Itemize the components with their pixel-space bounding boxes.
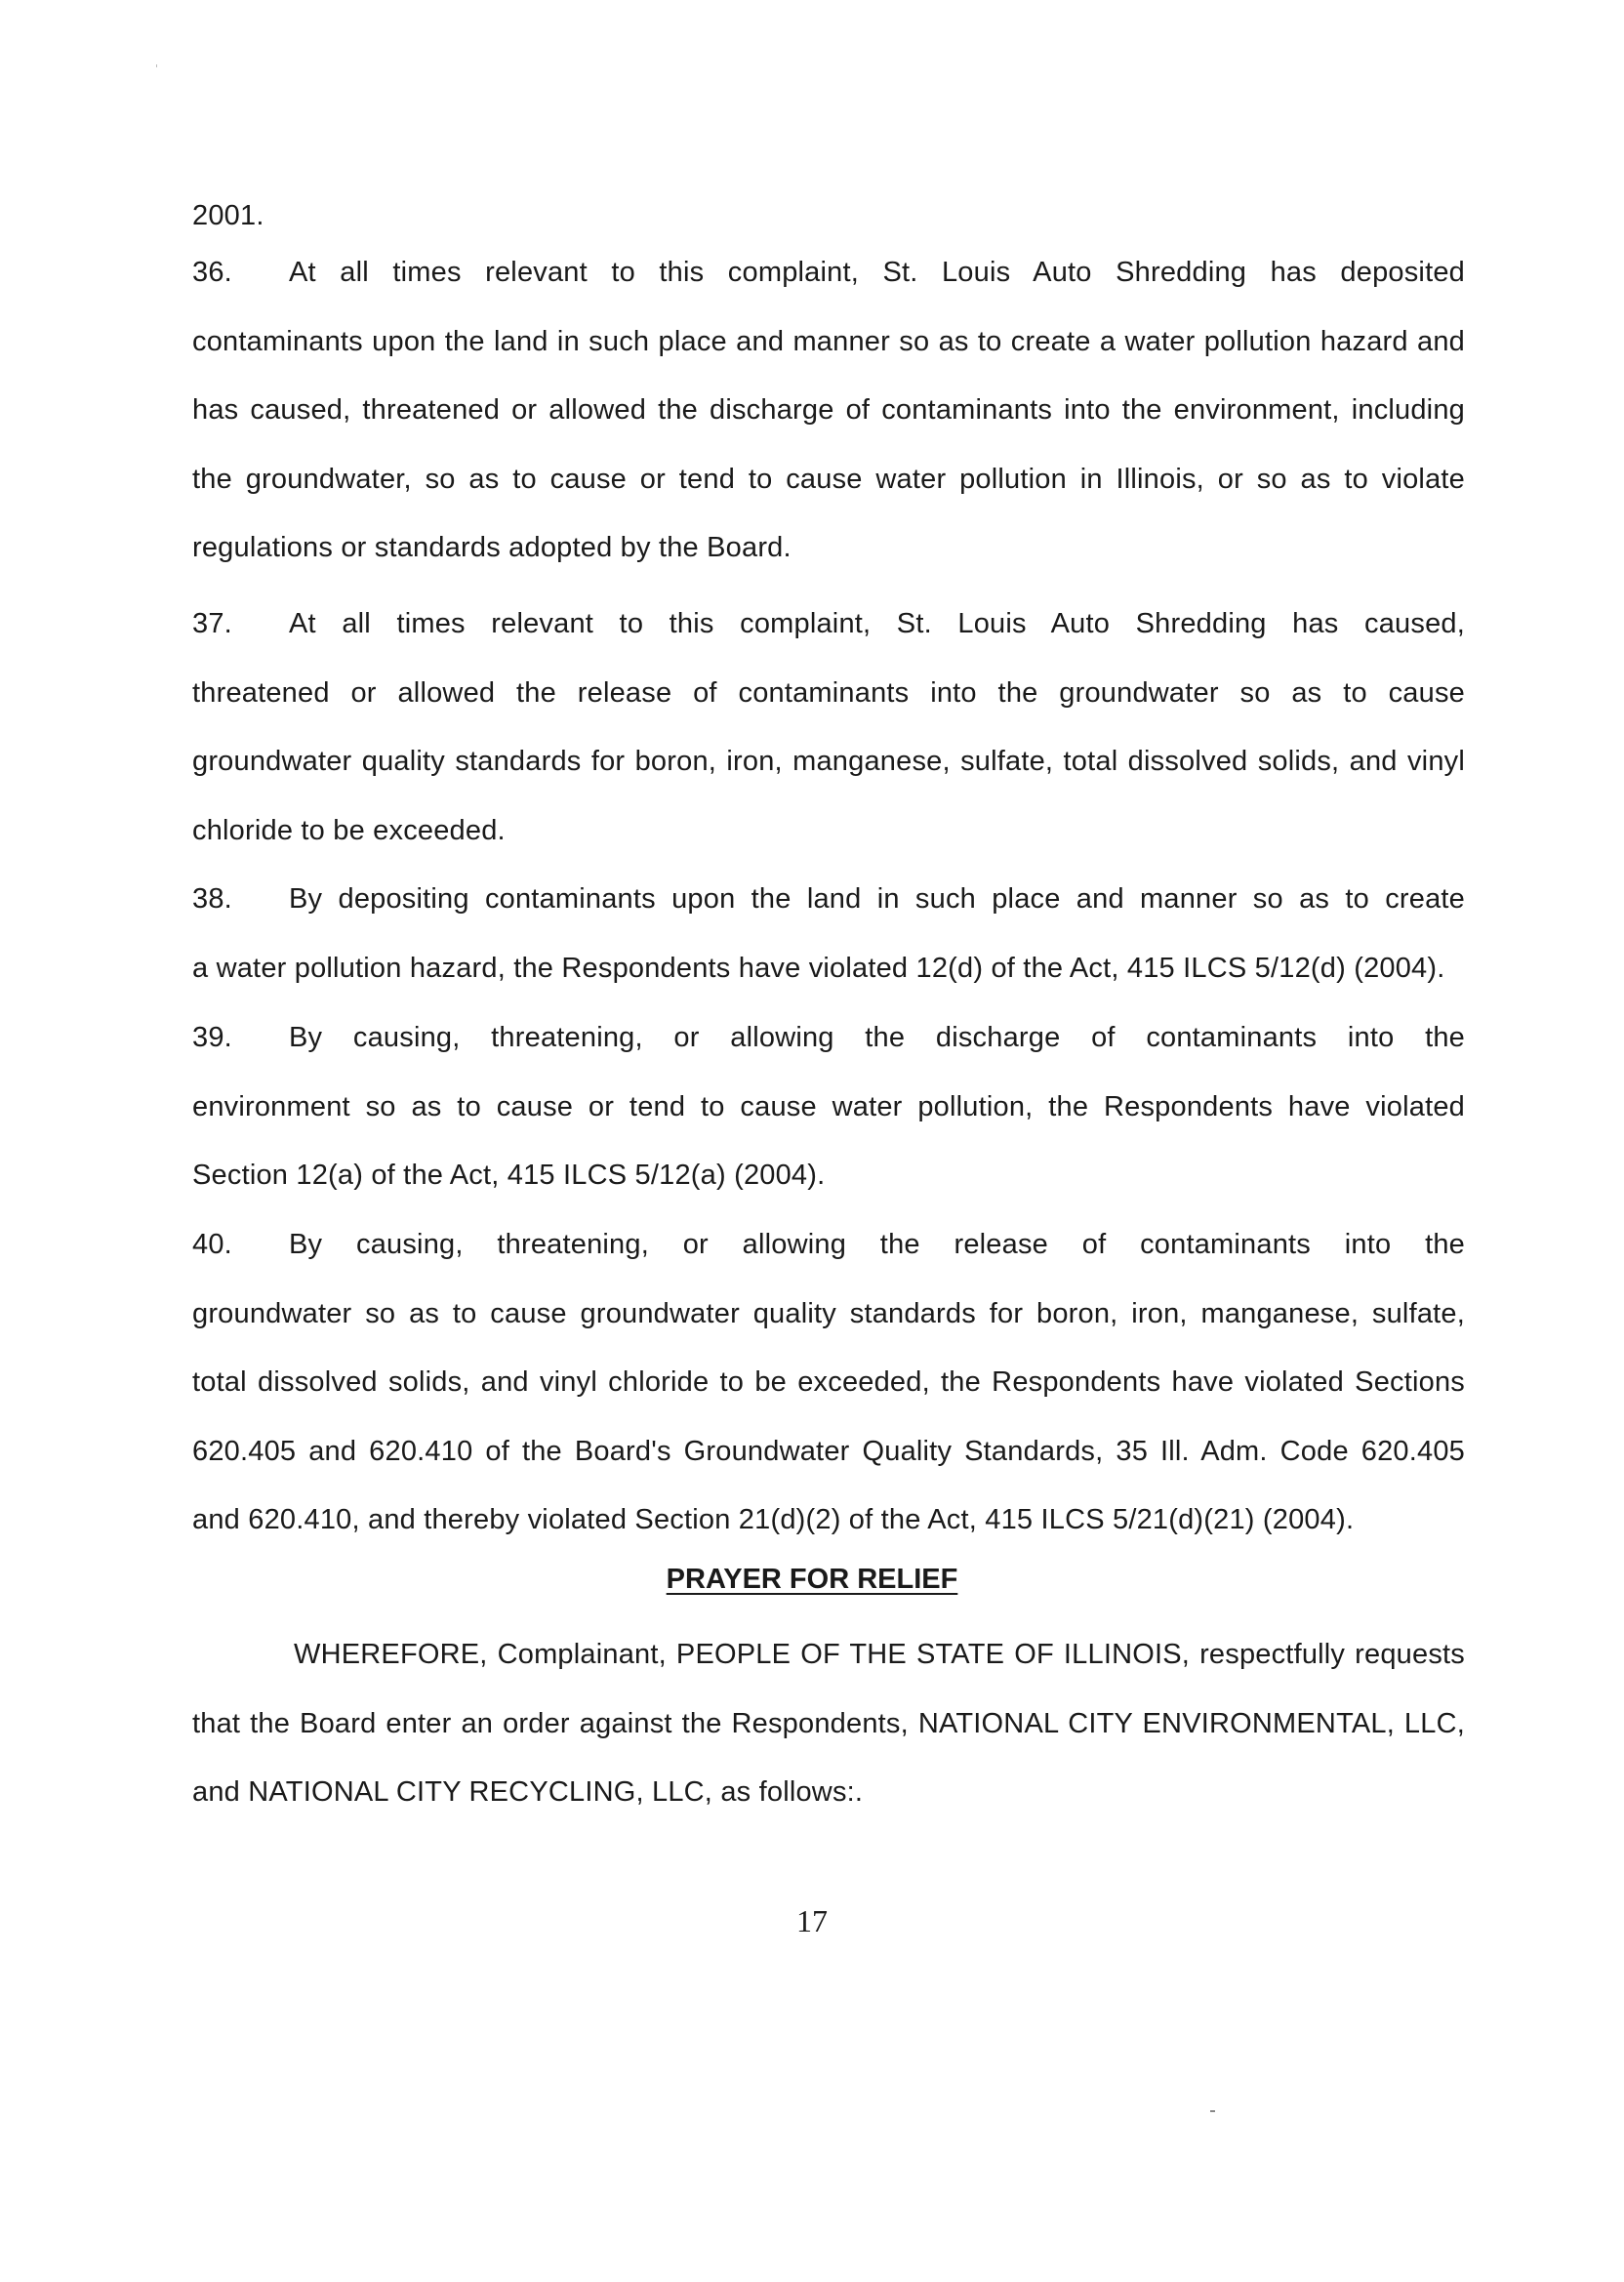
paragraph-line: groundwater quality standards for boron, iron, manganese, sulfate, total dissolved solids, and vinyl bbox=[192, 746, 1465, 777]
paragraph-line-text: At all times relevant to this complaint, St. Louis Auto Shredding has caused, bbox=[289, 608, 1465, 639]
paragraph-line bbox=[192, 1210, 1465, 1280]
paragraph-line: the groundwater, so as to cause or tend to cause water pollution in Illinois, or so as to violate bbox=[192, 463, 1465, 495]
paragraph-line: and 620.410, and thereby violated Section 21(d)(2) of the Act, 415 ILCS 5/21(d)(21) (2004). bbox=[192, 1504, 1355, 1535]
paragraph-line: contaminants upon the land in such place and manner so as to create a water pollution hazard and bbox=[192, 325, 1465, 357]
paragraph-line: groundwater so as to cause groundwater quality standards for boron, iron, manganese, sulfate, bbox=[192, 1297, 1465, 1329]
paragraph-line: a water pollution hazard, the Respondents have violated 12(d) of the Act, 415 ILCS 5/12(d) (2004). bbox=[192, 952, 1445, 984]
paragraph-line: that the Board enter an order against the Respondents, NATIONAL CITY ENVIRONMENTAL, LLC, bbox=[192, 1707, 1465, 1739]
paragraph-38 bbox=[192, 865, 1465, 1002]
paragraph-number: 40. bbox=[192, 1229, 232, 1260]
paragraph-number: 38. bbox=[192, 883, 232, 915]
paragraph-line bbox=[192, 1620, 1465, 1690]
paragraph-line: environment so as to cause or tend to cause water pollution, the Respondents have violated bbox=[192, 1090, 1465, 1122]
paragraph-39 bbox=[192, 1003, 1465, 1210]
scan-speck bbox=[1210, 2110, 1215, 2112]
scan-speck bbox=[156, 64, 157, 67]
paragraph-line: has caused, threatened or allowed the discharge of contaminants into the environment, including bbox=[192, 394, 1465, 426]
paragraph-number: 36. bbox=[192, 257, 232, 288]
paragraph-line: total dissolved solids, and vinyl chloride to be exceeded, the Respondents have violated Sections bbox=[192, 1366, 1465, 1398]
paragraph-line: Section 12(a) of the Act, 415 ILCS 5/12(a) (2004). bbox=[192, 1160, 826, 1191]
paragraph-line-text: WHEREFORE, Complainant, PEOPLE OF THE STATE OF ILLINOIS, respectfully requests bbox=[294, 1639, 1465, 1670]
paragraph-line: and NATIONAL CITY RECYCLING, LLC, as follows:. bbox=[192, 1776, 864, 1808]
paragraph-number: 37. bbox=[192, 608, 232, 639]
paragraph-line: regulations or standards adopted by the Board. bbox=[192, 532, 792, 563]
paragraph-line: chloride to be exceeded. bbox=[192, 814, 506, 846]
paragraph-36 bbox=[192, 238, 1465, 583]
paragraph-line: 620.405 and 620.410 of the Board's Groundwater Quality Standards, 35 Ill. Adm. Code 620.405 bbox=[192, 1435, 1465, 1467]
paragraph-line-text: By depositing contaminants upon the land in such place and manner so as to create bbox=[289, 883, 1465, 915]
paragraph-line bbox=[192, 1003, 1465, 1073]
paragraph-line-text: At all times relevant to this complaint, St. Louis Auto Shredding has deposited bbox=[289, 257, 1465, 288]
prayer-paragraph bbox=[192, 1620, 1465, 1827]
paragraph-line-text: By causing, threatening, or allowing the release of contaminants into the bbox=[289, 1229, 1465, 1260]
paragraph-line bbox=[192, 590, 1465, 659]
paragraph-number: 39. bbox=[192, 1022, 232, 1053]
paragraph-line bbox=[192, 865, 1465, 934]
continuation-line: 2001. bbox=[192, 200, 264, 231]
paragraph-37 bbox=[192, 590, 1465, 865]
paragraph-40 bbox=[192, 1210, 1465, 1555]
paragraph-line: threatened or allowed the release of contaminants into the groundwater so as to cause bbox=[192, 676, 1465, 709]
paragraph-line bbox=[192, 238, 1465, 307]
paragraph-line-text: By causing, threatening, or allowing the discharge of contaminants into the bbox=[289, 1022, 1465, 1053]
page-number: 17 bbox=[796, 1903, 828, 1938]
section-heading: PRAYER FOR RELIEF bbox=[666, 1564, 958, 1595]
